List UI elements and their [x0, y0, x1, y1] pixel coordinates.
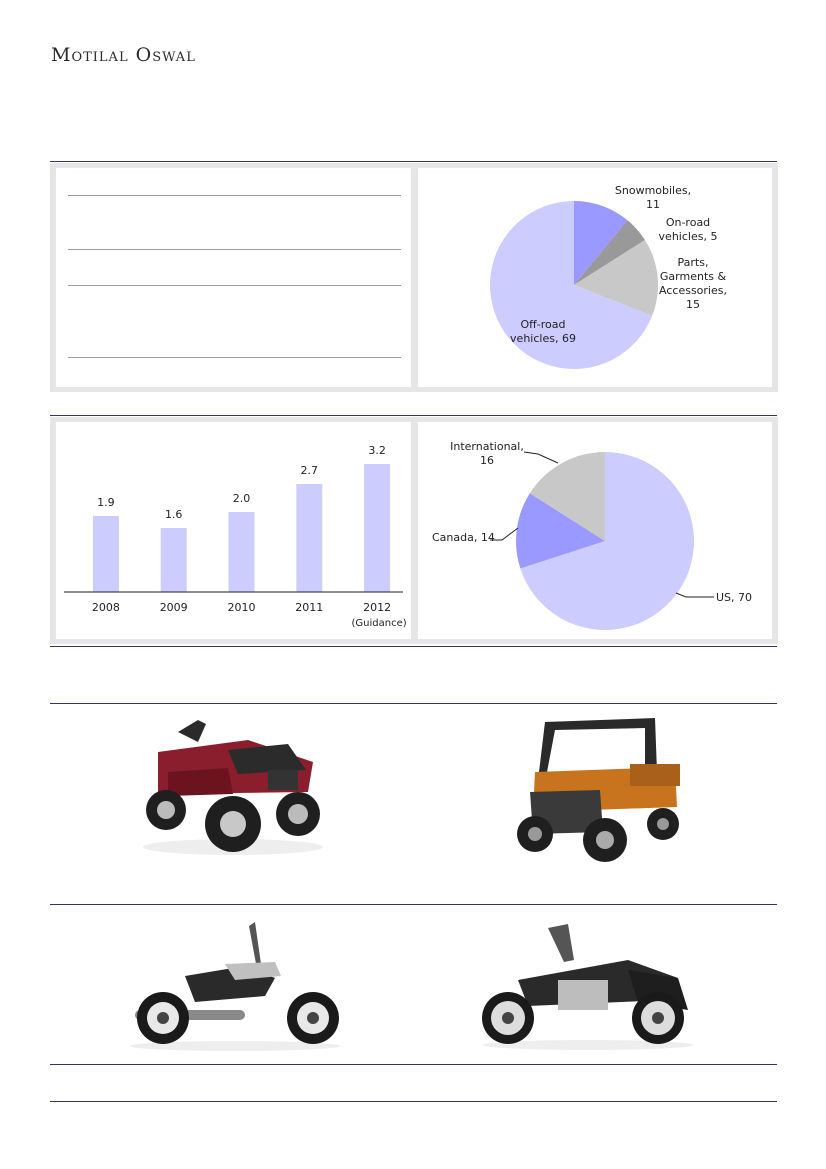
bar-value-label: 1.9	[97, 496, 115, 509]
pie-label: Canada, 14	[432, 531, 495, 544]
brand-logo: Motilal Oswal	[51, 44, 196, 66]
bar-value-label: 1.6	[164, 508, 183, 521]
x-tick-label: 2011	[295, 601, 324, 614]
bar-value-label: 2.0	[232, 492, 251, 505]
utility-side-by-side-icon	[505, 712, 685, 864]
geography-pie-chart	[418, 422, 772, 639]
cruiser-motorcycle-icon	[125, 918, 345, 1053]
classic-motorcycle-icon	[478, 920, 698, 1050]
bar	[296, 484, 322, 592]
pie-label: International, 16	[450, 440, 524, 467]
x-tick-label: 2009	[159, 601, 188, 614]
exhibit-panel-1	[50, 163, 778, 392]
leader-line	[524, 452, 558, 463]
pie-label: Snowmobiles, 11	[614, 184, 692, 211]
segment-pie-chart	[418, 168, 772, 387]
exhibit-panel-2	[50, 417, 778, 644]
section-rule	[50, 1064, 777, 1065]
section-rule	[50, 904, 777, 905]
segment-pie-card	[418, 168, 772, 387]
bar-card	[56, 422, 411, 639]
table-rule	[68, 357, 401, 358]
table-card	[56, 168, 411, 387]
geo-pie-card	[418, 422, 772, 639]
bar-value-label: 2.7	[300, 464, 319, 477]
x-tick-label: 2012	[363, 601, 392, 614]
x-tick-sublabel: (Guidance)	[351, 618, 407, 629]
section-rule	[50, 415, 777, 416]
table-rule	[68, 195, 401, 196]
bar	[229, 512, 255, 592]
section-rule	[50, 161, 777, 162]
bar-value-label: 3.2	[368, 444, 386, 457]
table-rule	[68, 285, 401, 286]
section-rule	[50, 1101, 777, 1102]
bar	[93, 516, 119, 592]
bar	[364, 464, 390, 592]
pie-label: US, 70	[716, 591, 753, 604]
atv-quad-bike-icon	[138, 712, 328, 857]
pie-label: Parts, Garments & Accessories, 15	[659, 256, 727, 311]
section-rule	[50, 703, 777, 704]
x-tick-label: 2008	[91, 601, 120, 614]
section-rule	[50, 646, 777, 647]
pie-label: Off-road vehicles, 69	[510, 318, 576, 345]
revenue-bar-chart	[56, 422, 411, 639]
leader-line	[676, 593, 714, 597]
x-tick-label: 2010	[227, 601, 256, 614]
table-rule	[68, 249, 401, 250]
pie-label: On-road vehicles, 5	[658, 216, 718, 243]
bar	[161, 528, 187, 592]
